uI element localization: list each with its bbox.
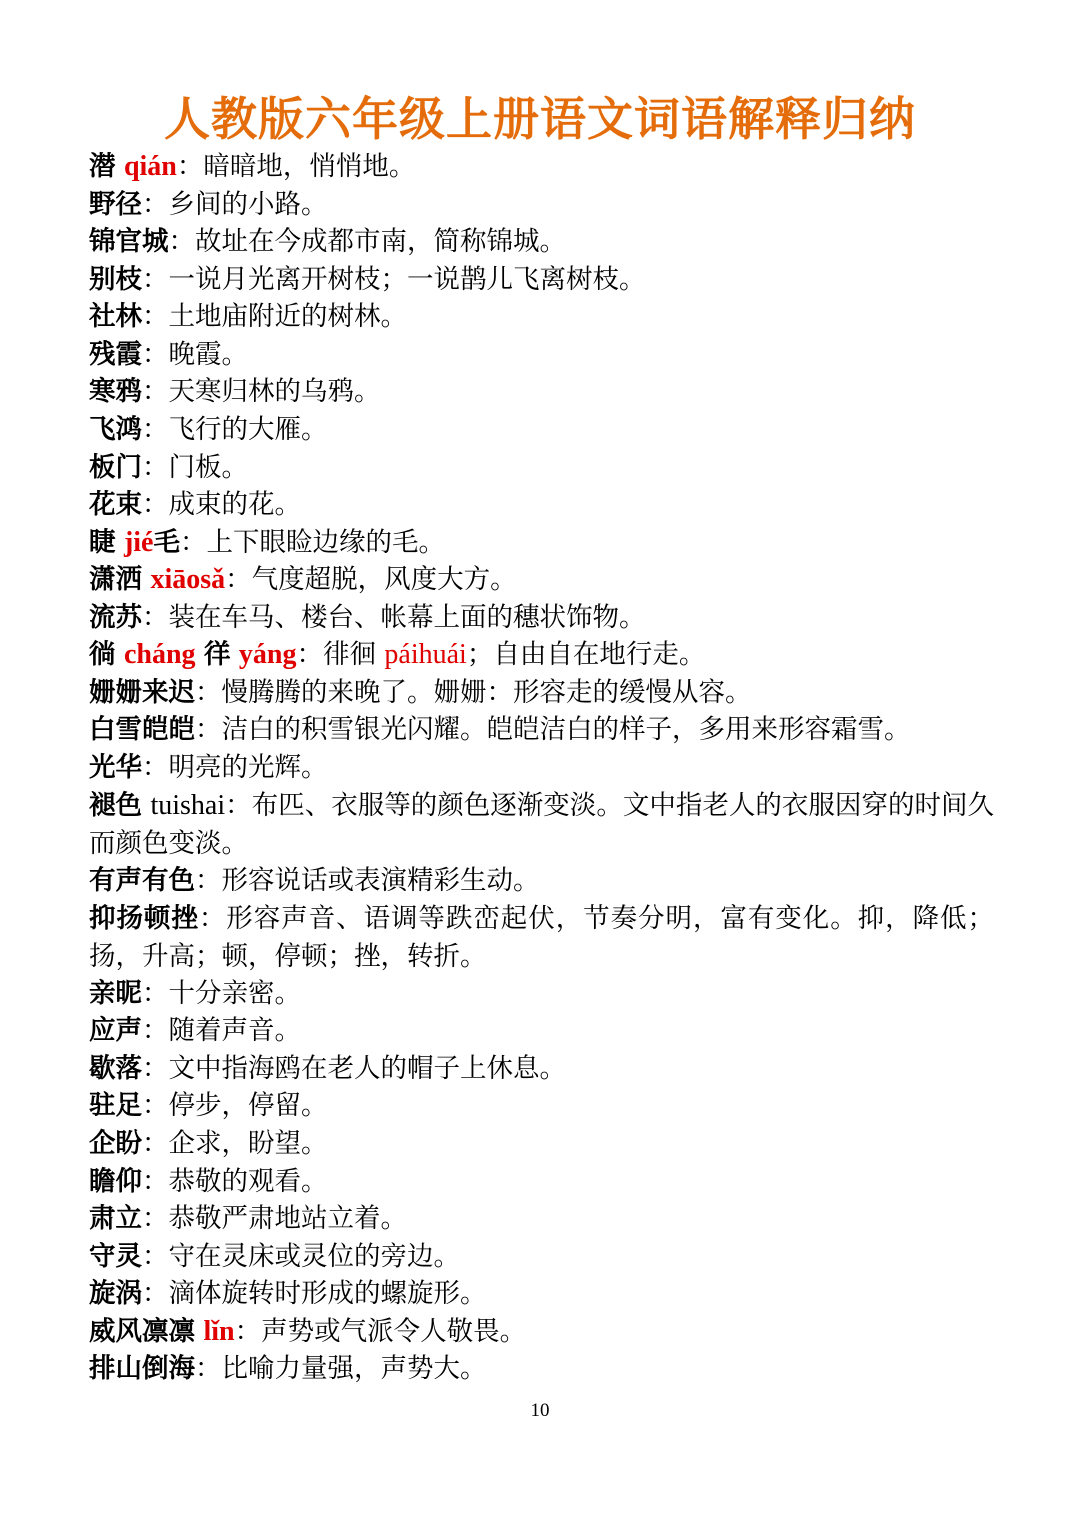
- definition: ：洁白的积雪银光闪耀。皑皑洁白的样子，多用来形容霜雪。: [195, 714, 911, 745]
- term: 残霞: [89, 339, 142, 370]
- pinyin: yáng: [238, 639, 297, 670]
- list-item: [89, 674, 994, 712]
- pinyin: xiāosǎ: [150, 564, 226, 595]
- definition: ：文中指海鸥在老人的帽子上休息。: [142, 1053, 566, 1084]
- definition: ：停步，停留。: [142, 1090, 328, 1121]
- term: 瞻仰: [89, 1166, 142, 1197]
- term: 旋涡: [89, 1278, 142, 1309]
- list-item: [89, 1050, 994, 1088]
- list-item: [89, 449, 994, 487]
- list-item: [89, 524, 994, 562]
- list-item: [89, 486, 994, 524]
- list-item: [89, 223, 994, 261]
- term: 亲昵: [89, 978, 142, 1009]
- list-item: [89, 1275, 994, 1313]
- definition: ；自由自在地行走。: [466, 639, 706, 670]
- list-item: [89, 561, 994, 599]
- definition: ：十分亲密。: [142, 978, 301, 1009]
- definition: ：暗暗地，悄悄地。: [176, 151, 416, 182]
- term: 白雪皑皑: [89, 714, 195, 745]
- definition: ：恭敬严肃地站立着。: [142, 1203, 407, 1234]
- term: 徜: [89, 639, 116, 670]
- list-item: [89, 599, 994, 637]
- list-item: [89, 711, 994, 749]
- term: 有声有色: [89, 865, 195, 896]
- pinyin: cháng: [123, 639, 196, 670]
- definition: ：乡间的小路。: [142, 189, 328, 220]
- pinyin: qián: [123, 151, 177, 182]
- definition: ：布匹、衣服等的颜色逐渐变淡。文中指老人的衣服因穿的时间久而颜色变淡。: [89, 790, 994, 859]
- list-item: [89, 1125, 994, 1163]
- definition: ：晚霞。: [142, 339, 248, 370]
- list-item: [89, 787, 994, 862]
- definition: ：形容声音、语调等跌峦起伏，节奏分明，富有变化。抑，降低；扬，升高；顿，停顿；挫，转折。: [89, 903, 994, 972]
- pinyin: jié: [123, 527, 154, 558]
- definition: ：比喻力量强，声势大。: [195, 1353, 487, 1384]
- term: 睫: [89, 527, 116, 558]
- list-item: [89, 261, 994, 299]
- list-item: [89, 900, 994, 975]
- list-item: [89, 411, 994, 449]
- list-item: [89, 1313, 994, 1351]
- definition: ：徘徊: [296, 639, 376, 670]
- term: 应声: [89, 1015, 142, 1046]
- term: 姗姗来迟: [89, 677, 195, 708]
- term: 板门: [89, 452, 142, 483]
- definition: ：声势或气派令人敬畏。: [234, 1316, 527, 1347]
- definition: ：慢腾腾的来晚了。姗姗：形容走的缓慢从容。: [195, 677, 752, 708]
- definition: ：滴体旋转时形成的螺旋形。: [142, 1278, 487, 1309]
- list-item: [89, 749, 994, 787]
- definition: ：恭敬的观看。: [142, 1166, 328, 1197]
- term: 别枝: [89, 264, 142, 295]
- definition: ：一说月光离开树枝；一说鹊儿飞离树枝。: [142, 264, 646, 295]
- page-number: 10: [530, 1400, 550, 1421]
- list-item: [89, 373, 994, 411]
- list-item: [89, 636, 994, 674]
- definition: ：守在灵床或灵位的旁边。: [142, 1241, 460, 1272]
- list-item: [89, 1238, 994, 1276]
- list-item: [89, 1350, 994, 1388]
- term: 褪色: [89, 790, 143, 821]
- term: 光华: [89, 752, 142, 783]
- definition: ：企求，盼望。: [142, 1128, 328, 1159]
- list-item: [89, 298, 994, 336]
- list-item: [89, 336, 994, 374]
- term: 排山倒海: [89, 1353, 195, 1384]
- term: 花束: [89, 489, 142, 520]
- definition: ：明亮的光辉。: [142, 752, 328, 783]
- term: 企盼: [89, 1128, 142, 1159]
- definition: ：土地庙附近的树林。: [142, 301, 407, 332]
- term: 潇洒: [89, 564, 142, 595]
- definition: ：形容说话或表演精彩生动。: [195, 865, 540, 896]
- term-suffix: 毛: [153, 527, 180, 558]
- definition: ：故址在今成都市南，简称锦城。: [168, 226, 566, 257]
- definition: ：随着声音。: [142, 1015, 301, 1046]
- term: 驻足: [89, 1090, 142, 1121]
- term: 流苏: [89, 602, 142, 633]
- definition: ：门板。: [142, 452, 248, 483]
- list-item: [89, 1163, 994, 1201]
- page-title: 人教版六年级上册语文词语解释归纳: [164, 92, 916, 146]
- list-item: [89, 1087, 994, 1125]
- term: 威风凛凛: [89, 1316, 195, 1347]
- list-item: [89, 1012, 994, 1050]
- term: 歇落: [89, 1053, 142, 1084]
- list-item: [89, 1200, 994, 1238]
- term: 锦官城: [89, 226, 169, 257]
- definition: ：天寒归林的乌鸦。: [142, 376, 381, 407]
- pinyin: páihuái: [384, 639, 467, 670]
- pinyin: lǐn: [203, 1316, 235, 1347]
- term: 抑扬顿挫: [89, 903, 199, 934]
- term: 社林: [89, 301, 142, 332]
- term: 野径: [89, 189, 142, 220]
- definition: ：气度超脱，风度大方。: [225, 564, 517, 595]
- term: 徉: [203, 639, 231, 670]
- list-item: [89, 975, 994, 1013]
- term: 肃立: [89, 1203, 142, 1234]
- definition: ：飞行的大雁。: [142, 414, 328, 445]
- term: 飞鸿: [89, 414, 142, 445]
- term: 守灵: [89, 1241, 142, 1272]
- term: 潜: [89, 151, 116, 182]
- definition: ：装在车马、楼台、帐幕上面的穗状饰物。: [142, 602, 646, 633]
- list-item: [89, 148, 994, 186]
- definition: ：上下眼睑边缘的毛。: [179, 527, 445, 558]
- term: 寒鸦: [89, 376, 142, 407]
- list-item: [89, 862, 994, 900]
- list-item: [89, 186, 994, 224]
- pinyin: tuishai: [150, 790, 226, 821]
- definition: ：成束的花。: [142, 489, 301, 520]
